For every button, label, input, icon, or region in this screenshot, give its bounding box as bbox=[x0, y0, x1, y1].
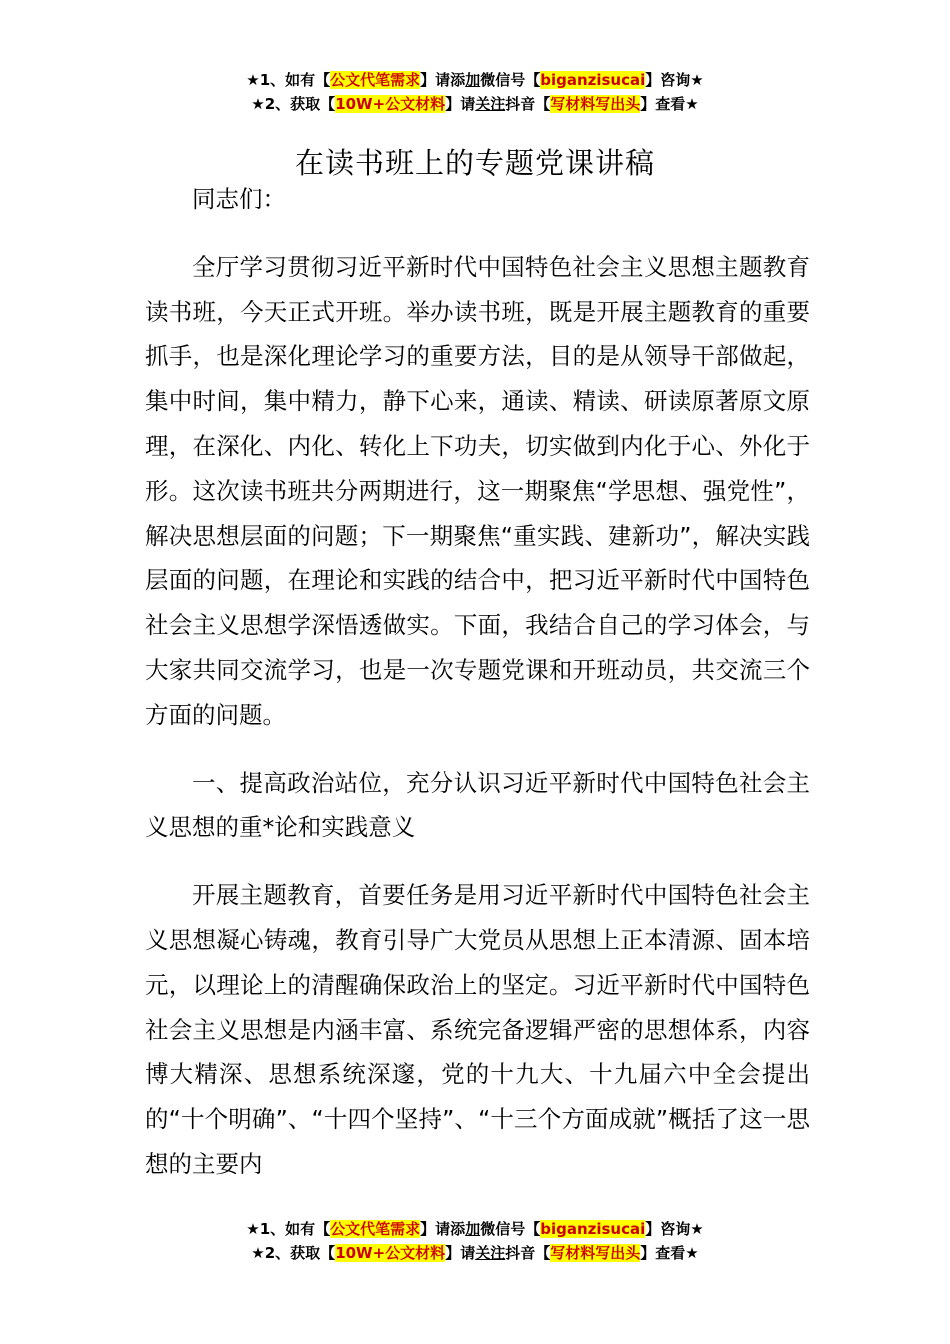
promo-line-2 bbox=[0, 1241, 950, 1265]
promo-text: 】查看★ bbox=[640, 95, 699, 113]
promo-line-1 bbox=[0, 1217, 950, 1241]
promo-text: 】查看★ bbox=[640, 1244, 699, 1262]
promo-line-2 bbox=[0, 92, 950, 116]
promo-text: 】请添 bbox=[420, 71, 466, 89]
bottom-promo-banner bbox=[0, 1217, 950, 1265]
promo-wechat-id: biganzisucai bbox=[540, 1220, 646, 1238]
promo-douyin-id: 写材料写出头 bbox=[550, 95, 641, 113]
promo-wechat-id: biganzisucai bbox=[540, 71, 646, 89]
promo-douyin-id: 写材料写出头 bbox=[550, 1244, 641, 1262]
promo-text: 抖音【 bbox=[505, 95, 551, 113]
promo-text: ★2、获取【 bbox=[251, 1244, 336, 1262]
promo-text: ★1、如有【 bbox=[246, 1220, 331, 1238]
promo-text: 微信号【 bbox=[480, 71, 541, 89]
promo-underlined: 加 bbox=[465, 71, 481, 89]
promo-highlight: 公文代笔需求 bbox=[330, 1220, 421, 1238]
body-paragraph: 全厅学习贯彻习近平新时代中国特色社会主义思想主题教育读书班，今天正式开班。举办读书班，既是开展主题教育的重要抓手，也是深化理论学习的重要方法，目的是从领导干部做起，集中时间，集中精力，静下心来，通读、精读、研读原著原文原理，在深化、内化、转化上下功夫，切实做到内化于心、外化于形。这次读书班共分两期进行，这一期聚焦“学思想、强党性”，解决思想层面的问题；下一期聚焦“重实践、建新功”，解决实践层面的问题，在理论和实践的结合中，把习近平新时代中国特色社会主义思想学深悟透做实。下面，我结合自己的学习体会，与大家共同交流学习，也是一次专题党课和开班动员，共交流三个方面的问题。 bbox=[145, 252, 810, 729]
document-body bbox=[145, 177, 810, 1189]
promo-line-1 bbox=[0, 68, 950, 92]
promo-text: 】请 bbox=[445, 1244, 476, 1262]
promo-text: 】咨询★ bbox=[645, 71, 704, 89]
promo-underlined: 加 bbox=[465, 1220, 481, 1238]
promo-highlight: 10W+公文材料 bbox=[335, 1244, 446, 1262]
promo-text: ★2、获取【 bbox=[251, 95, 336, 113]
promo-highlight: 10W+公文材料 bbox=[335, 95, 446, 113]
document-title: 在读书班上的专题党课讲稿 bbox=[294, 146, 655, 181]
promo-underlined: 关注 bbox=[475, 1244, 506, 1262]
promo-underlined: 关注 bbox=[475, 95, 506, 113]
promo-text: 】咨询★ bbox=[645, 1220, 704, 1238]
body-paragraph: 开展主题教育，首要任务是用习近平新时代中国特色社会主义思想凝心铸魂，教育引导广大党员从思想上正本清源、固本培元，以理论上的清醒确保政治上的坚定。习近平新时代中国特色社会主义思想是内涵丰富、系统完备逻辑严密的思想体系，内容博大精深、思想系统深邃，党的十九大、十九届六中全会提出的“十个明确”、“十四个坚持”、“十三个方面成就”概括了这一思想的主要内 bbox=[145, 881, 810, 1178]
top-promo-banner bbox=[0, 68, 950, 116]
promo-text: 】请 bbox=[445, 95, 476, 113]
promo-text: 微信号【 bbox=[480, 1220, 541, 1238]
section-heading: 一、提高政治站位，充分认识习近平新时代中国特色社会主义思想的重*论和实践意义 bbox=[145, 768, 810, 842]
promo-text: 】请添 bbox=[420, 1220, 466, 1238]
promo-text: 抖音【 bbox=[505, 1244, 551, 1262]
promo-text: ★1、如有【 bbox=[246, 71, 331, 89]
salutation: 同志们： bbox=[192, 185, 286, 213]
promo-highlight: 公文代笔需求 bbox=[330, 71, 421, 89]
